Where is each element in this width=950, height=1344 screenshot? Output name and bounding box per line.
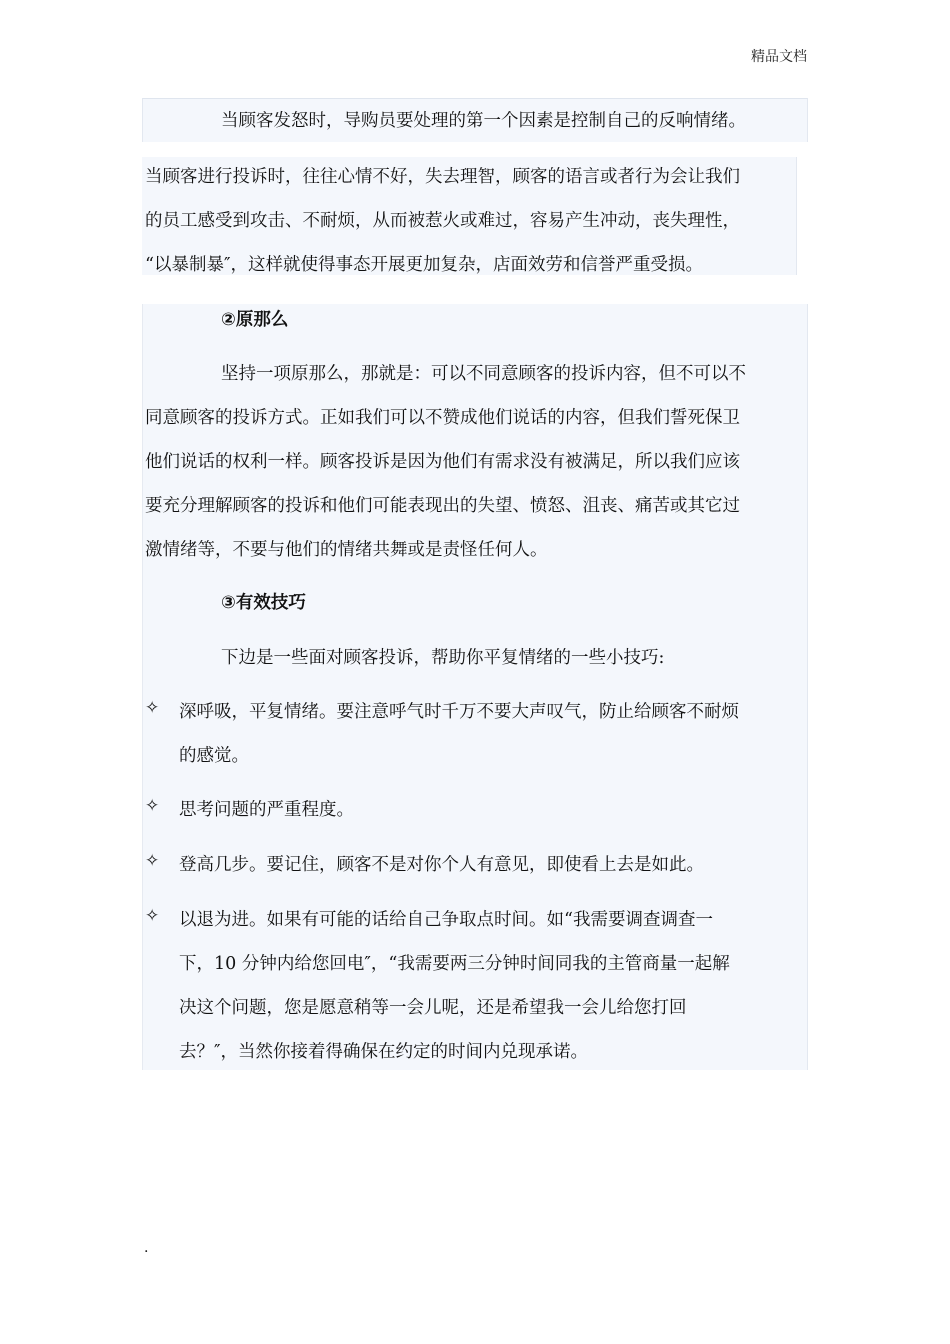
bullet-diamond-icon: ✧	[145, 851, 160, 871]
list-item-line: 的感觉。	[179, 746, 249, 766]
techniques-intro: 下边是一些面对顾客投诉，帮助你平复情绪的一些小技巧:	[221, 648, 665, 668]
bullet-diamond-icon: ✧	[145, 796, 160, 816]
complaint-paragraph	[142, 157, 797, 275]
list-item-line: 登高几步。要记住，顾客不是对你个人有意见，即使看上去是如此。	[179, 855, 704, 875]
paragraph-line: 当顾客进行投诉时，往往心情不好，失去理智，顾客的语言或者行为会让我们	[145, 167, 740, 187]
page-footer-mark: .	[144, 1240, 149, 1256]
paragraph-line: 的员工感受到攻击、不耐烦，从而被惹火或难过，容易产生冲动，丧失理性，	[145, 211, 740, 231]
page-header-mark: 精品文档	[751, 49, 807, 65]
list-item-line: 深呼吸，平复情绪。要注意呼气时千万不要大声叹气，防止给顾客不耐烦	[179, 702, 739, 722]
intro-text: 当顾客发怒时，导购员要处理的第一个因素是控制自己的反响情绪。	[221, 111, 746, 131]
section-heading-principle: ②原那么	[221, 310, 289, 330]
main-content-block	[142, 304, 808, 1070]
list-item-line: 下，10 分钟内给您回电″，“我需要两三分钟时间同我的主管商量一起解	[179, 954, 730, 974]
paragraph-line: 同意顾客的投诉方式。正如我们可以不赞成他们说话的内容，但我们誓死保卫	[145, 408, 740, 428]
bullet-diamond-icon: ✧	[145, 906, 160, 926]
list-item-line: 决这个问题，您是愿意稍等一会儿呢，还是希望我一会儿给您打回	[179, 998, 687, 1018]
list-item-line: 以退为进。如果有可能的话给自己争取点时间。如“我需要调查调查一	[179, 910, 713, 930]
paragraph-line: “以暴制暴″，这样就使得事态开展更加复杂，店面效劳和信誉严重受损。	[145, 255, 703, 275]
intro-block	[142, 98, 808, 142]
bullet-diamond-icon: ✧	[145, 698, 160, 718]
paragraph-line: 要充分理解顾客的投诉和他们可能表现出的失望、愤怒、沮丧、痛苦或其它过	[145, 496, 740, 516]
paragraph-line: 坚持一项原那么，那就是：可以不同意顾客的投诉内容，但不可以不	[221, 364, 746, 384]
list-item-line: 思考问题的严重程度。	[179, 800, 354, 820]
paragraph-line: 激情绪等，不要与他们的情绪共舞或是责怪任何人。	[145, 540, 548, 560]
list-item-line: 去？″，当然你接着得确保在约定的时间内兑现承诺。	[179, 1042, 589, 1062]
paragraph-line: 他们说话的权利一样。顾客投诉是因为他们有需求没有被满足，所以我们应该	[145, 452, 740, 472]
section-heading-techniques: ③有效技巧	[221, 593, 306, 613]
